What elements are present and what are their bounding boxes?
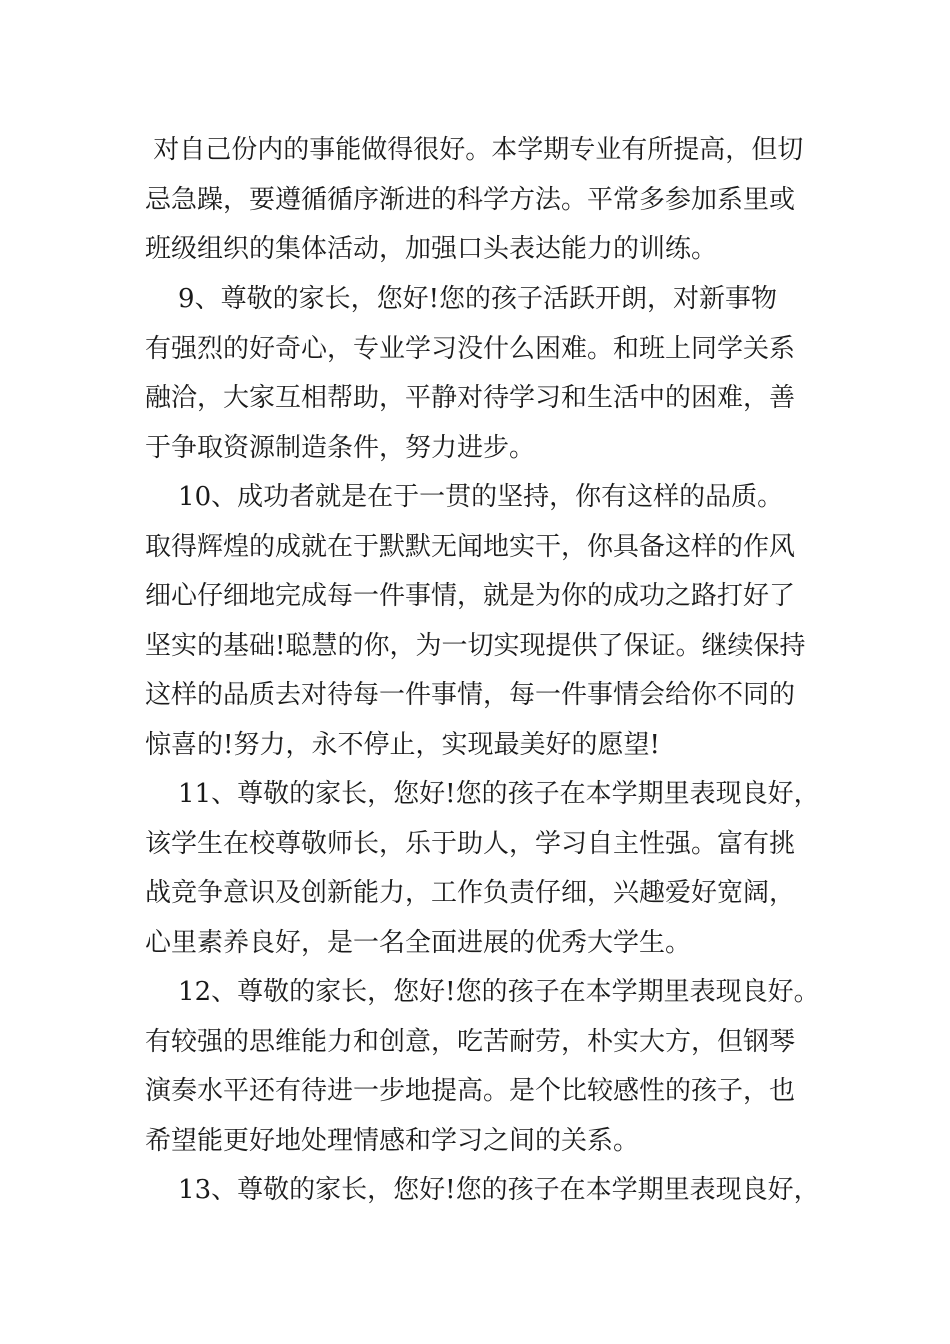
text-line: 有强烈的好奇心，专业学习没什么困难。和班上同学关系 [145, 334, 796, 364]
text-line: 于争取资源制造条件，努力进步。 [145, 433, 536, 463]
text-line: 班级组织的集体活动，加强口头表达能力的训练。 [145, 234, 718, 264]
text-line: 细心仔细地完成每一件事情，就是为你的成功之路打好了 [145, 581, 796, 611]
text-line: 心里素养良好，是一名全面进展的优秀大学生。 [145, 928, 692, 958]
text-line: 忌急躁，要遵循循序渐进的科学方法。平常多参加系里或 [145, 185, 796, 215]
text-line: 对自己份内的事能做得很好。本学期专业有所提高，但切 [145, 135, 804, 165]
text-line: 该学生在校尊敬师长，乐于助人，学习自主性强。富有挑 [145, 829, 796, 859]
text-line: 11、尊敬的家长，您好!您的孩子在本学期里表现良好， [145, 779, 820, 809]
text-line: 希望能更好地处理情感和学习之间的关系。 [145, 1126, 640, 1156]
text-line: 惊喜的!努力，永不停止，实现最美好的愿望! [145, 730, 660, 760]
text-line: 这样的品质去对待每一件事情，每一件事情会给你不同的 [145, 680, 796, 710]
text-line: 取得辉煌的成就在于默默无闻地实干，你具备这样的作风 [145, 532, 796, 562]
text-line: 演奏水平还有待进一步地提高。是个比较感性的孩子，也 [145, 1076, 796, 1106]
text-line: 9、尊敬的家长，您好!您的孩子活跃开朗，对新事物 [145, 284, 778, 314]
text-line: 融洽，大家互相帮助，平静对待学习和生活中的困难，善 [145, 383, 796, 413]
text-line: 12、尊敬的家长，您好!您的孩子在本学期里表现良好。 [145, 977, 820, 1007]
text-line: 战竞争意识及创新能力，工作负责仔细，兴趣爱好宽阔， [145, 878, 796, 908]
text-line: 13、尊敬的家长，您好!您的孩子在本学期里表现良好， [145, 1175, 820, 1205]
text-line: 坚实的基础!聪慧的你，为一切实现提供了保证。继续保持 [145, 631, 806, 661]
text-line: 10、成功者就是在于一贯的坚持，你有这样的品质。 [145, 482, 784, 512]
text-line: 有较强的思维能力和创意，吃苦耐劳，朴实大方，但钢琴 [145, 1027, 796, 1057]
